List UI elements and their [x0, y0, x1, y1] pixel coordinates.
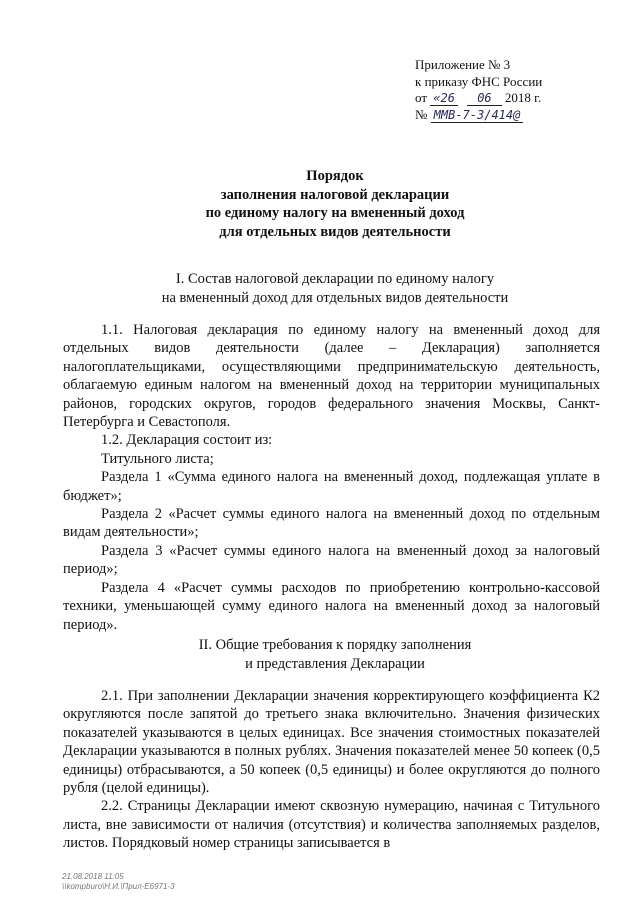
date-month: 06 — [467, 92, 501, 106]
paragraph-section-3: Раздела 3 «Расчет суммы единого налога на вмененный доход за налоговый период»; — [63, 542, 600, 578]
section-2-heading-line-1: II. Общие требования к порядку заполнения — [198, 637, 472, 653]
paragraph-section-4: Раздела 4 «Расчет суммы расходов по приобретению контрольно-кассовой техники, уменьшающей сумму единого налога на вмененный доход за налоговый период». — [63, 579, 600, 633]
section-2-body — [63, 687, 600, 853]
paragraph-section-2: Раздела 2 «Расчет суммы единого налога на вмененный доход по отдельным видам деятельности»; — [63, 506, 600, 541]
section-1-heading-line-1: I. Состав налоговой декларации по единому налогу — [175, 271, 495, 287]
section-1-heading-line-2: на вмененный доход для отдельных видов деятельности — [161, 289, 509, 306]
title-line-4: для отдельных видов деятельности — [219, 223, 451, 240]
document-title — [60, 167, 610, 241]
title-line-3: по единому налогу на вмененный доход — [205, 205, 465, 221]
paragraph-title-sheet: Титульного листа; — [101, 450, 214, 467]
appendix-stamp — [415, 57, 615, 123]
section-2-heading — [60, 636, 610, 673]
date-day: «26 — [430, 92, 458, 106]
paragraph-section-1: Раздела 1 «Сумма единого налога на вмененный доход, подлежащая уплате в бюджет»; — [63, 469, 600, 504]
date-prefix: от — [415, 90, 428, 105]
number-value: ММВ-7-3/414@ — [431, 109, 524, 123]
title-line-2: заполнения налоговой декларации — [220, 186, 450, 203]
paragraph-2-1: 2.1. При заполнении Декларации значения корректирующего коэффициента К2 округляются после запятой до третьего знака включительно. Значения физических показателей указываются в целых единицах. Все значения стоимостных показателей Декларации указываются в полных рублях. Значения показателей менее 50 копеек (0,5 единицы) отбрасываются, а 50 копеек (0,5 единицы) и более округляются до полного рубля (целой единицы). — [63, 688, 600, 797]
section-1-heading — [60, 270, 610, 307]
section-2-heading-line-2: и представления Декларации — [245, 655, 425, 672]
date-year: 2018 г. — [504, 90, 542, 105]
footer-file-path: \\kompburo\Н.И.\Прил-E6971-3 — [62, 881, 175, 891]
appendix-order-number — [415, 107, 615, 124]
footer-timestamp: 21.08.2018 11:05 — [62, 872, 124, 881]
appendix-order: к приказу ФНС России — [415, 73, 543, 89]
paragraph-1-1: 1.1. Налоговая декларация по единому налогу на вмененный доход для отдельных видов деятельности (далее – Декларация) заполняется налогоплательщиками, осуществляющими предпринимательскую деятельность, облагаемую единым налогом на вмененный доход на территории муниципальных районов, городских округов, городов федерального значения Москвы, Санкт-Петербурга и Севастополя. — [63, 322, 600, 431]
section-1-body — [63, 321, 600, 634]
title-line-1: Порядок — [306, 168, 364, 184]
appendix-date — [415, 90, 615, 107]
file-footer — [62, 872, 175, 891]
number-prefix: № — [415, 106, 428, 122]
paragraph-2-2: 2.2. Страницы Декларации имеют сквозную нумерацию, начиная с Титульного листа, вне зависимости от наличия (отсутствия) и количества заполняемых разделов, листов. Порядковый номер страницы записывается в — [63, 798, 600, 852]
appendix-number: Приложение № 3 — [415, 57, 511, 72]
paragraph-1-2: 1.2. Декларация состоит из: — [101, 432, 273, 449]
